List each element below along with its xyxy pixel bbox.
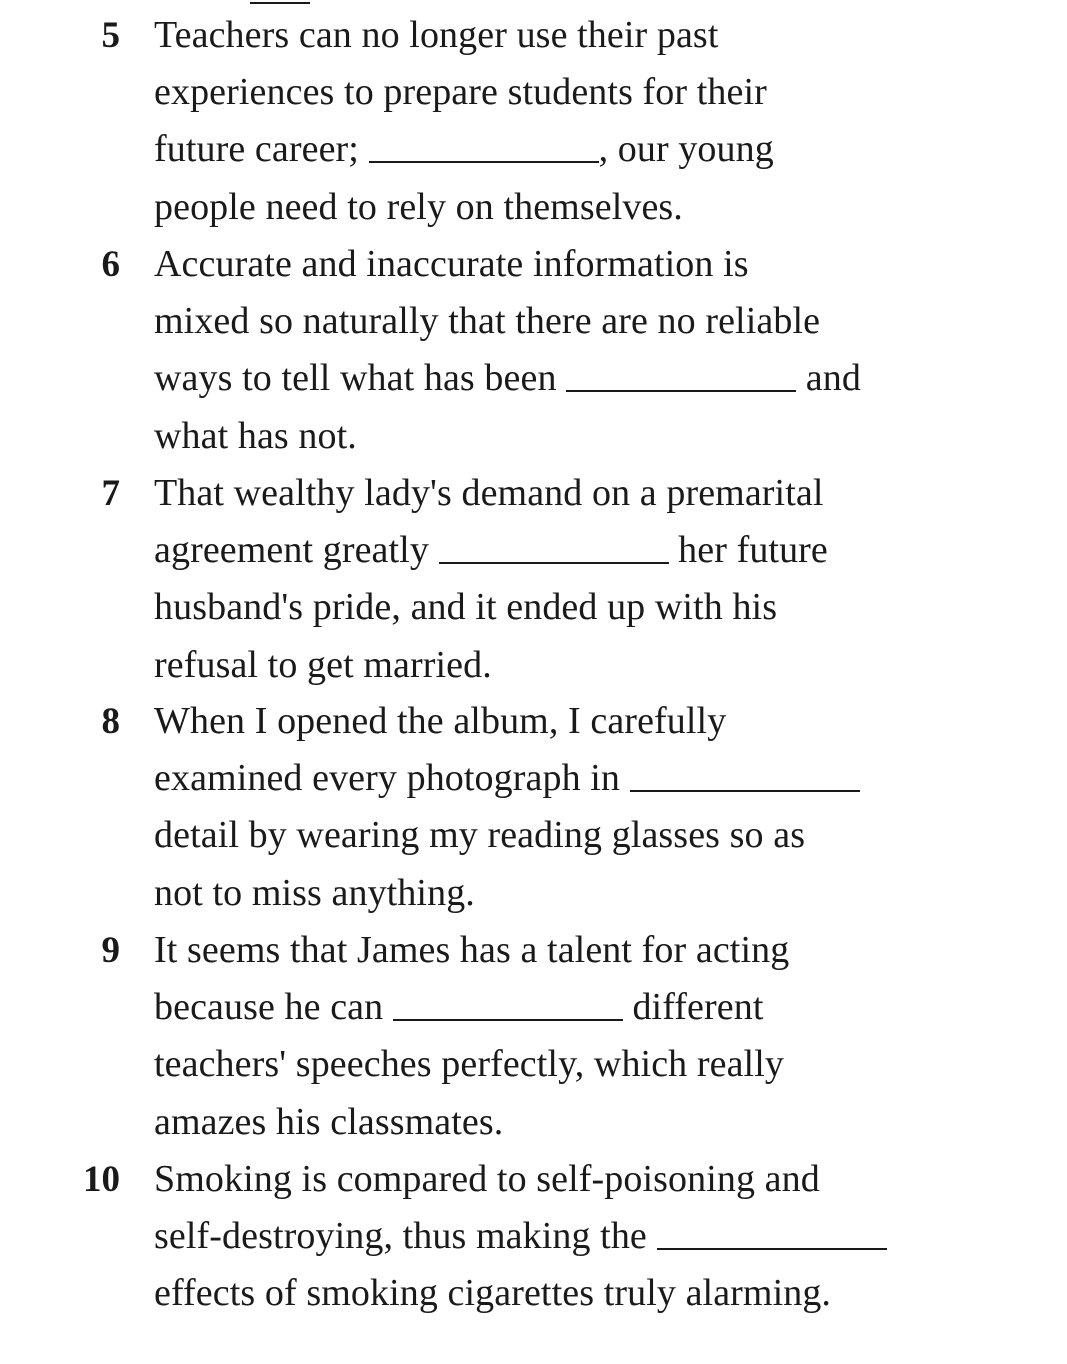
text-line: examined every photograph in	[154, 750, 1054, 807]
item-number: 9	[101, 930, 120, 971]
item-number: 10	[83, 1159, 120, 1200]
text-line: That wealthy lady's demand on a premarital	[154, 472, 824, 514]
text-line: agreement greatly her future	[154, 522, 1054, 579]
text-line: people need to rely on themselves.	[154, 185, 683, 228]
text-line: Teachers can no longer use their past	[154, 14, 719, 56]
item-text	[154, 1151, 1054, 1323]
answer-blank[interactable]	[369, 121, 599, 163]
text-line: effects of smoking cigarettes truly alarming.	[154, 1272, 832, 1315]
text-line: not to miss anything.	[154, 871, 475, 914]
item-text	[154, 465, 1054, 694]
item-text	[154, 693, 1054, 922]
text-line: experiences to prepare students for their	[154, 71, 767, 114]
text-line: mixed so naturally that there are no reliable	[154, 300, 821, 343]
text-line: It seems that James has a talent for acting	[154, 929, 790, 971]
item-number: 8	[101, 701, 120, 742]
item-number: 6	[101, 244, 120, 285]
text-line: Accurate and inaccurate information is	[154, 243, 749, 285]
text-line: future career; , our young	[154, 121, 1054, 178]
item-number: 7	[101, 473, 120, 514]
text-line: refusal to get married.	[154, 643, 492, 686]
answer-blank[interactable]	[657, 1208, 887, 1250]
text-line: husband's pride, and it ended up with his	[154, 586, 778, 629]
text-line: amazes his classmates.	[154, 1100, 504, 1143]
text-line: ways to tell what has been and	[154, 350, 1054, 407]
item-text	[154, 922, 1054, 1151]
answer-blank[interactable]	[393, 979, 623, 1021]
item-text	[154, 236, 1054, 465]
answer-blank[interactable]	[439, 522, 669, 564]
text-line: because he can different	[154, 979, 1054, 1036]
item-text	[154, 7, 1054, 236]
answer-blank[interactable]	[566, 350, 796, 392]
text-line: detail by wearing my reading glasses so as	[154, 814, 806, 857]
text-line: what has not.	[154, 414, 357, 457]
text-line: When I opened the album, I carefully	[154, 700, 727, 742]
item-number: 5	[101, 15, 120, 56]
answer-blank[interactable]	[630, 750, 860, 792]
text-line: teachers' speeches perfectly, which really	[154, 1043, 784, 1086]
text-line: self-destroying, thus making the	[154, 1208, 1054, 1265]
cropped-line-fragment	[250, 0, 310, 4]
text-line: Smoking is compared to self-poisoning and	[154, 1158, 820, 1200]
